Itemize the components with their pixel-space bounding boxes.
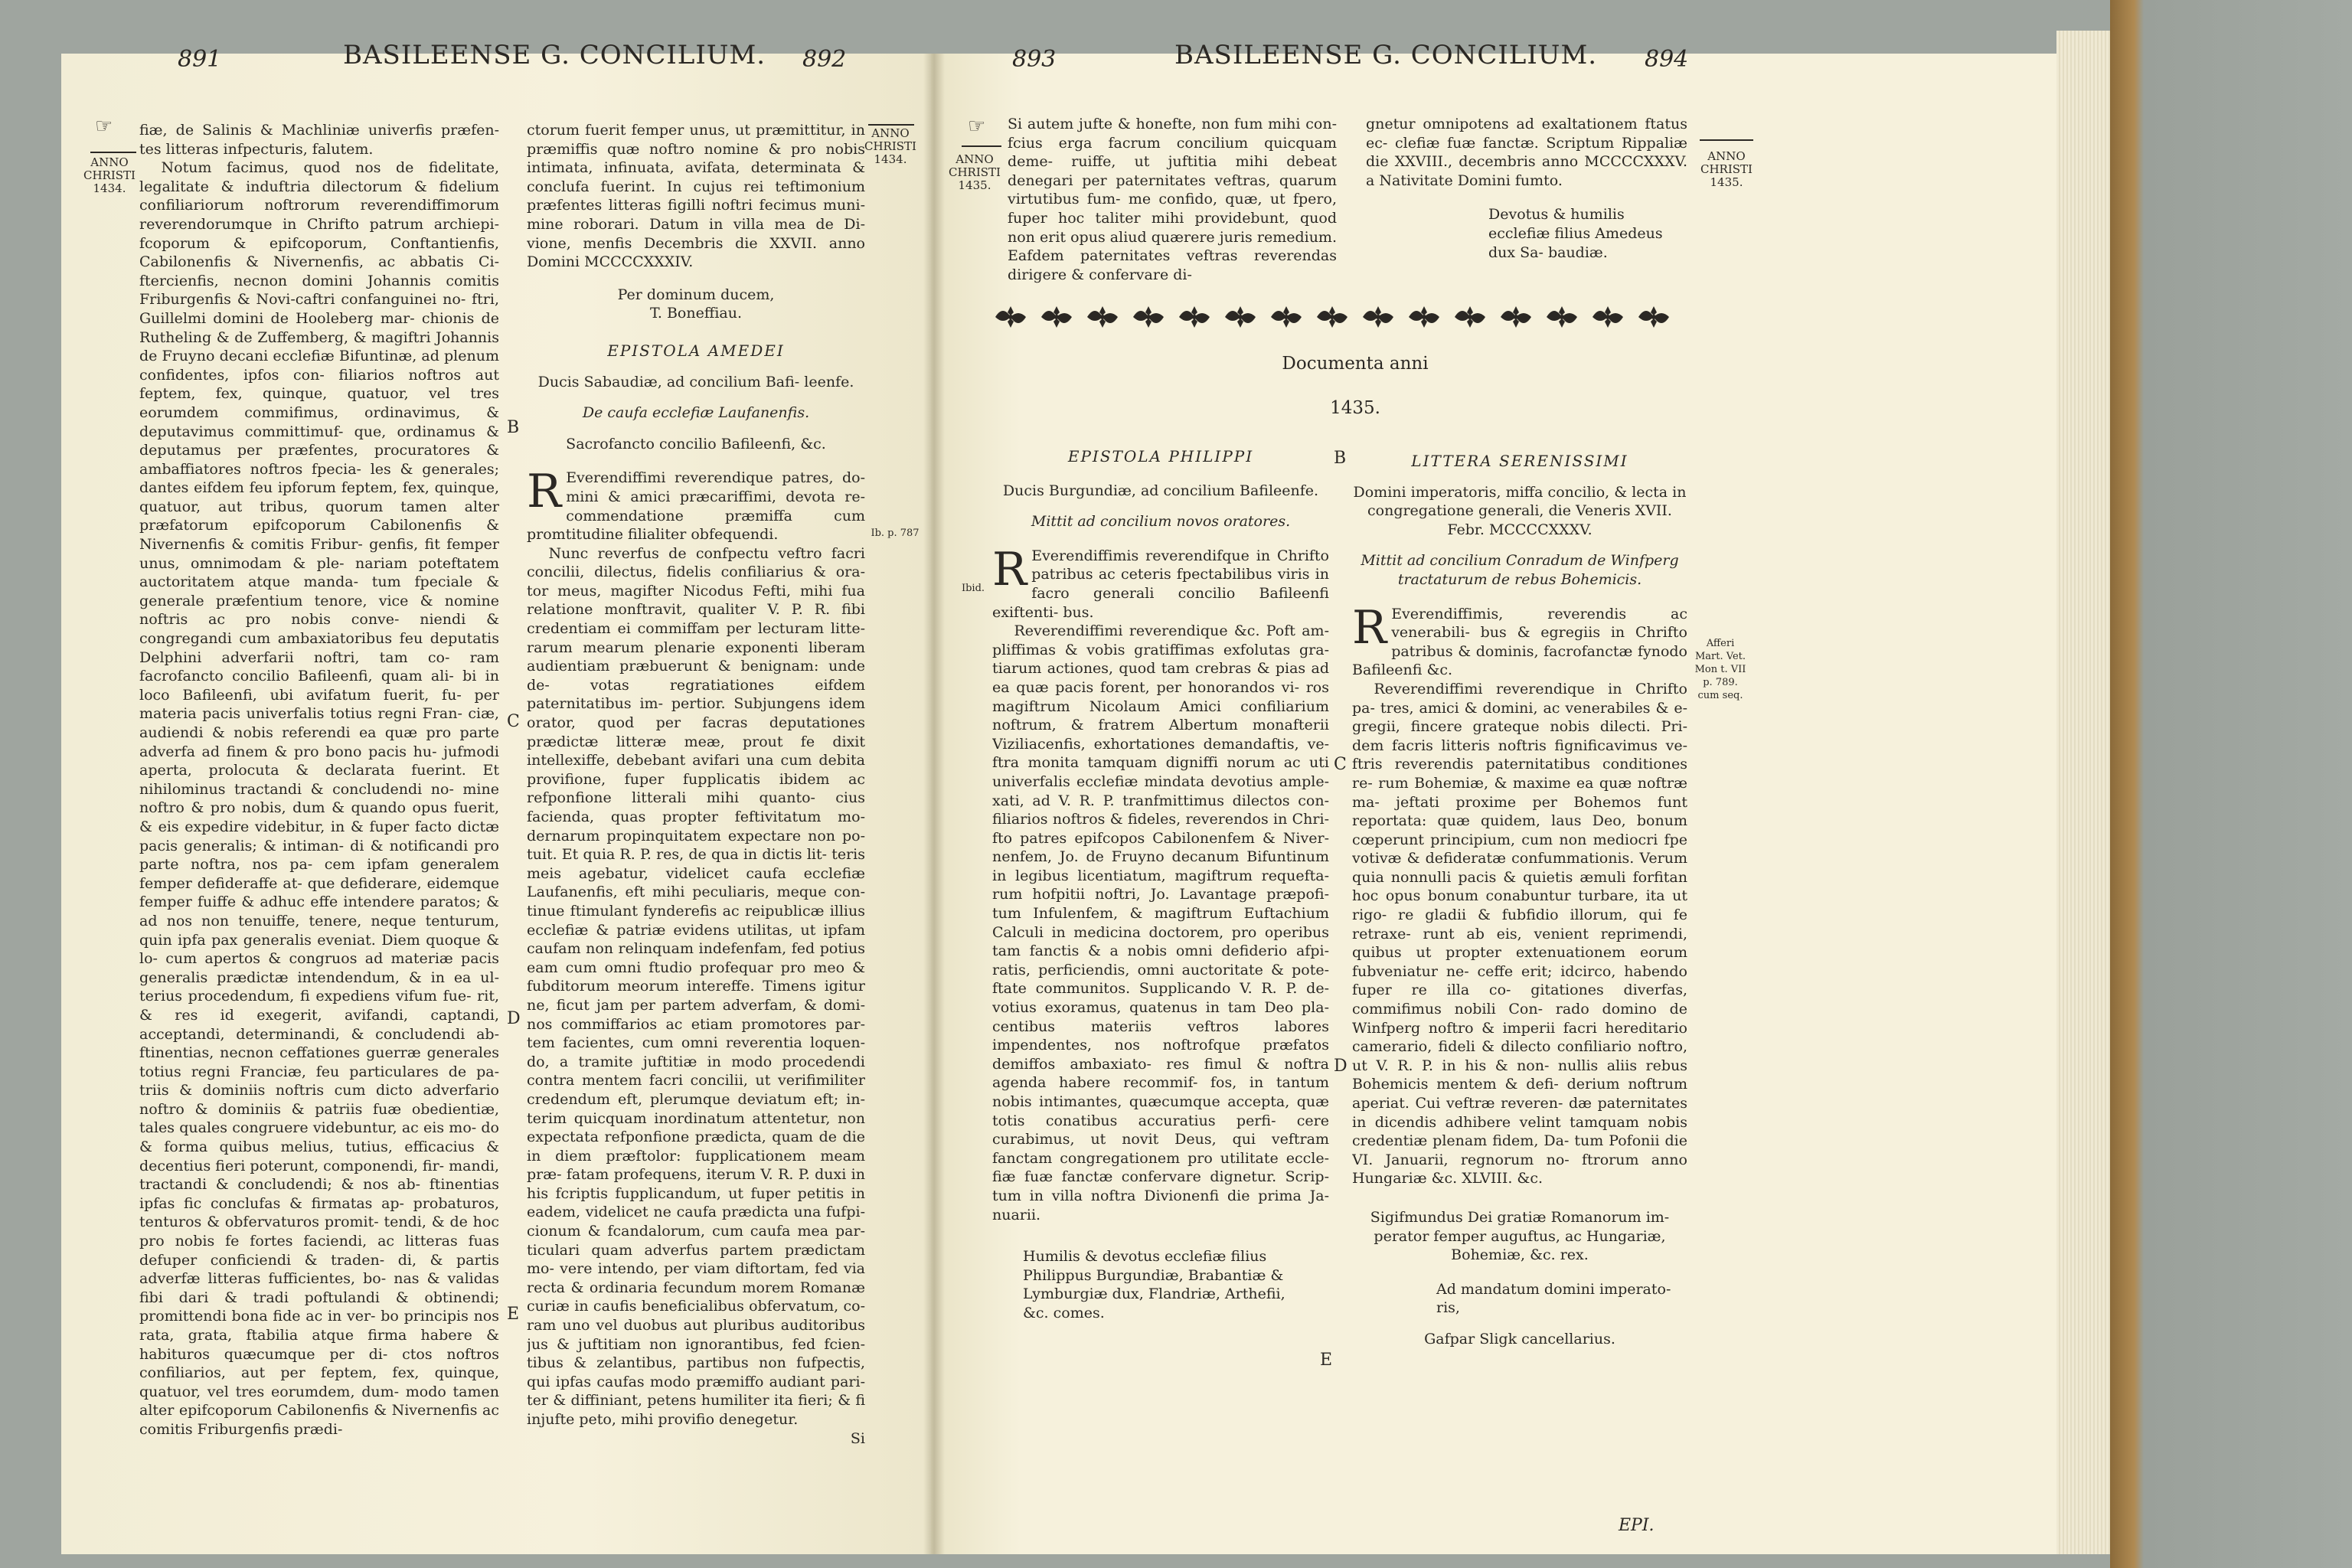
ornament-band <box>988 302 1677 332</box>
epistle-opening: R Everendiffimis reverendifque in Chrifto patribus ac ceteris fpectabilibus viris in facro generali concilio Bafileenfi exiftenti- bus. <box>992 542 1329 621</box>
body-text: Reverendiffimi reverendique &c. Poft am- pliffimas & vobis gratiffimas exfolutas gra- tiarum actiones, quod tam crebras & pias ad ea quæ pacis forent, per honorandos vi- ros magiftrum Nicolaum Amici confiliarium noftrum, & fratrem Albertum monafterii Viziliacenfis, exhortationes demandaftis, ve- ftra monita tamquam digniffi norum ac uti univerfalis ecclefiæ mindata devotius ample- xati, ad V. R. P. tranfmittimus dilectos con- filiarios noftros & fideles, reverendos in Chri- fto patres epifcopos Cabilonenfem & Niver- nenfem, Jo. de Fruyno decanum Bifuntinum in legibus licentiatum, magiftrum requefta- rum hofpitii noftri, Jo. Lavantage præpofi- tum Infulenfem, & magiftrum Euftachium Calculi in medicina doctorem, pro operibus tam fanctis & a nobis omni defiderio afpi- ratis, perficiendis, omni auctoritate & pote- ftate communitos. Supplicando V. R. P. de- votius exoramus, quatenus in tam Deo pla- centibus materiis veftros labores impendentes, nos noftrofque præfatos demiffos ambaxiato- res fimul & noftra agenda habere recommif- fos, in tantum nobis intimantes, quæcumque accepta, quæ totis conatibus accuratius perfi- cere curabimus, ut novit Deus, qui veftram fanctam congregationem pro utilitate eccle- fiæ fuæ fanctæ confervare dignetur. Scrip- tum in villa noftra Divionenfi die prima Ja- nuarii. <box>992 622 1329 1223</box>
epistle-argument: Mittit ad concilium novos oratores. <box>1031 513 1291 531</box>
signature-line: Per dominum ducem, <box>617 286 775 303</box>
documenta-heading: Documenta anni <box>1282 354 1429 374</box>
margin-rule <box>962 145 1001 147</box>
page-number: 891 <box>178 46 222 73</box>
body-text: ctorum fuerit femper unus, ut præmittitur, in præmiffis quæ noftro nomine & pro nobis intimata, infinuata, avifata, determinata & conclufa fuerint. In cujus rei teftimonium præfentes litteras figilli noftri fecimus muni- mine roborari. Datum in villa mea de Di- vione, menfis Decembris die XXVII. anno Domini MCCCCXXXIV. <box>527 122 865 271</box>
body-text: Reverendiffimi reverendique in Chrifto pa- tres, amici & domini, ac venerabiles & e- gregii, fincere grateque nobis dilecti. Pri- dem facris litteris noftris fignificavimus ve- ftris reverendis paternitatibus conditiones re- rum Bohemiæ, & maxime ea quæ noftræ ma- jeftati proxime per Bohemos funt reportata: quæ quidem, laus Deo, bonum cœperunt principium, cum non mediocri fpe votivæ & defideratæ confummationis. Verum quia nonnulli pacis & quietis æmuli forfitan hoc opus bonum conabuntur turbare, ita ut rigo- re gladii & fubfidio illorum, qui fe retraxe- runt ab eis, venient reprimendi, quibus ut propter extenuationem eorum fubveniatur ne- ceffe erit; idcirco, habendo fuper re illa co- gitationes diverfas, commifimus nobili Con- rado domino de Winfperg noftro & imperii facri hereditario camerario, fideli & dilecto confiliario noftro, ut V. R. P. in his & non- nullis aliis rebus Bohemicis mentem & defi- derium noftrum aperiat. Cui veftræ reveren- dæ paternitates in dicendis adhibere velint tamquam nobis credentiæ plenam fidem, Da- tum Pofonii die VI. Januarii, regnorum no- ftrorum anno Hungariæ &c. XLVIII. &c. <box>1352 680 1687 1187</box>
catchword: Si <box>850 1429 865 1447</box>
page-number: 892 <box>802 46 847 73</box>
section-letter: D <box>1334 1057 1348 1076</box>
section-letter: C <box>1334 755 1347 774</box>
pointing-hand-icon: ☞ <box>95 115 113 138</box>
signature-name: T. Boneffiau. <box>649 305 743 322</box>
epistle-title: LITTERA SERENISSIMI <box>1411 452 1628 470</box>
signature-block: Ad mandatum domini imperato- ris, <box>1436 1280 1671 1317</box>
epistle-address: Sacrofancto concilio Bafileenfi, &c. <box>566 435 826 452</box>
right-column-2 <box>1352 452 1687 1409</box>
margin-reference: Ib. p. 787 <box>871 528 920 539</box>
right-top-column-2 <box>1366 115 1687 262</box>
epistle-subtitle: Domini imperatoris, miffa concilio, & lecta in congregatione generali, die Veneris XVII. Febr. MCCCCXXXV. <box>1353 483 1687 538</box>
epistle-title: EPISTOLA AMEDEI <box>607 341 785 360</box>
margin-reference: Afferi Mart. Vet. Mon t. VII p. 789. cum seq. <box>1694 638 1746 701</box>
margin-rule <box>1700 139 1753 141</box>
body-text: Si autem jufte & honefte, non fum mihi con- fcius erga facrum concilium quicquam deme- ruiffe, ut juftitia mihi debeat denegari per paternitates veftras, quarum virtutibus fum- me confido, quæ, ut fpero, fuper hoc taliter mihi providebunt, quod non erit opus aliud quærere juris remedium. Eafdem paternitates veftras reverendas dirigere & confervare di- <box>1008 116 1337 283</box>
margin-note-year: ANNO CHRISTI 1435. <box>1700 149 1753 189</box>
page-number: 894 <box>1645 46 1689 73</box>
section-letter: B <box>507 418 520 437</box>
margin-rule <box>868 124 914 126</box>
epistle-opening: R Everendiffimi reverendique patres, do- mini & amici præcariffimi, devota re- commendatione præmiffa cum promtitudine filialiter obfequendi. <box>527 465 865 544</box>
right-column-1 <box>992 447 1329 1404</box>
signature-block: Devotus & humilis ecclefiæ filius Amedeus dux Sa- baudiæ. <box>1488 206 1663 261</box>
epistle-subtitle: Ducis Burgundiæ, ad concilium Bafileenfe. <box>1002 482 1319 499</box>
page-edges <box>2056 31 2110 1554</box>
margin-note-year: ANNO CHRISTI 1434. <box>83 155 136 195</box>
margin-note-year: ANNO CHRISTI 1434. <box>864 126 916 166</box>
signature-name: Gafpar Sligk cancellarius. <box>1424 1330 1615 1348</box>
book-gutter <box>923 54 945 1554</box>
right-top-column-1 <box>1008 115 1337 284</box>
margin-reference: Ibid. <box>961 583 985 594</box>
signature-block: Humilis & devotus ecclefiæ filius Philippus Burgundiæ, Brabantiæ & Lymburgiæ dux, Flandriæ, Arthefii, &c. comes. <box>1023 1248 1285 1321</box>
left-column-2 <box>527 121 865 1499</box>
section-letter: B <box>1334 449 1347 468</box>
documenta-year: 1435. <box>1330 398 1380 418</box>
epistle-title: EPISTOLA PHILIPPI <box>1067 447 1254 466</box>
drop-cap: R <box>1352 600 1387 655</box>
section-letter: C <box>507 712 520 731</box>
drop-cap: R <box>992 542 1027 596</box>
signature-block: Sigifmundus Dei gratiæ Romanorum im- perator femper auguftus, ac Hungariæ, Bohemiæ, &c. rex. <box>1370 1208 1670 1264</box>
drop-cap: R <box>527 465 562 519</box>
body-text: Nunc reverfus de confpectu veftro facri concilii, dilectus, fidelis confiliarius & ora- tor meus, magifter Nicodus Fefti, mihi fua relatione monftravit, qualiter V. P. R. fibi credentiam ei commiffam per lecturam litte- rarum mearum plenarie exponenti liberam audientiam præbuerunt & benignam: unde de- votas regratiationes eifdem paternitatibus im- pertior. Subjungens idem orator, quod per facras deputationes prædictæ litteræ meæ, prout fe dixit intellexiffe, debebant avifari una cum debita provifione, fuper fupplicatis ibidem ac refponfione litterali mihi quanto- cius facienda, quas propter feftivitatum mo- dernarum propinquitatem expectare non po- tuit. Et quia R. P. res, de qua in dictis lit- teris meis agebatur, videlicet caufa ecclefiæ Laufanenfis, eft mihi peculiaris, meque con- tinue ftimulant fynderefis ac reipublicæ illius ecclefiæ & patriæ evidens utilitas, ut ipfam caufam non relinquam indefenfam, fed potius eam cum omni ftudio profequar pro meo & fubditorum meorum intereffe. Timens igitur ne, ficut jam per partem adverfam, & domi- nos commiffarios ac etiam promotores par- tem facientes, cum omni reverentia loquen- do, a tramite juftitiæ in modo procedendi contra mentem facri concilii, ut verifimiliter credendum eft, plerumque deviatum eft; in- terim quicquam inordinatum attentetur, non expectata refponfione prædicta, quam de die in diem præftolor: fupplicationem meam præ- fatam profequens, iterum V. R. P. duxi in his fcriptis fupplicandum, ut fuper petitis in eadem, videlicet ne caufa prædicta una fufpi- cionum & fcandalorum, cum caufa mea par- ticulari quam adverfus partem prædictam mo- vere intendo, per viam diftortam, fed via recta & ordinaria fecundum morem Romanæ curiæ in caufis beneficialibus obfervatum, co- ram uno vel duobus aut pluribus auditoribus jus & juftitiam non ignorantibus, fed fcien- tibus & zelantibus, partibus non fufpectis, qui ipfas caufas modo præmiffo audiant pari- ter & diffiniant, petens humiliter ita fieri; & fi injufte peto, mihi provifio denegetur. <box>527 544 865 1428</box>
left-column-1 <box>139 121 499 1499</box>
body-text: Notum facimus, quod nos de fidelitate, legalitate & induftria dilectorum & fidelium confiliariorum noftrorum reverendiffimorum reverendorumque in Chrifto patrum archiepi- fcoporum & epifcoporum, Conftantienfis, Cabilonenfis & Nivernenfis, ac abbatis Ci- ftercienfis, necnon domini Johannis comitis Friburgenfis & Novi-caftri confanguinei no- ftri, Guillelmi domini de Hooleberg mar- chionis de Rutheling & de Zuffemberg, & magiftri Johannis de Fruyno decani ecclefiæ Bifuntinæ, ad plenum confidentes, ipfos con- filiarios noftros aut feptem, fex, quinque, quatuor, vel tres eorumdem commifimus, ordinavimus, & deputavimus committimuf- que, ordinamus & deputamus per præfentes, procuratores & ambaffiatores noftros fpecia- les & generales; dantes eifdem feu ipforum feptem, fex, quinque, quatuor, aut tribus, quorum tamen alter præfatorum epifcoporum Cabilonenfis & Nivernenfis & comitis Fribur- genfis, fit femper unus, omnimodam & ple- nariam poteftatem auctoritatem atque manda- tum fpeciale & generale præfentium tenore, vice & nomine noftris ac pro nobis conve- niendi & congregandi cum ambaxiatoribus feu deputatis Delphini adverfarii noftri, tam co- ram facrofancto concilio Bafileenfi, quam ali- bi in loco Bafileenfi, ubi avifatum fuerit, fu- per materia pacis univerfalis totius regni Fran- ciæ, audiendi & nobis referendi ea quæ pro parte adverfa ad finem & pro bono pacis hu- jufmodi aperta, prolocuta & declarata fuerint. Et nihilominus tractandi & concludendi no- mine noftro & pro nobis, dum & quando opus fuerit, & eis expedire videbitur, in & fuper facto dictæ pacis generalis; & intiman- di & notificandi pro parte noftra, nos pa- cem ipfam generalem femper defideraffe at- que defiderare, eidemque femper fuiffe & adhuc effe intendere paratos; & ad nos non tenuiffe, tenere, neque tenturum, quin ipfa pax generalis eveniat. Diem quoque & lo- cum apertos & congruos ad materiæ pacis generalis prædictæ intendendum, & in ea ul- terius procedendum, fi expediens vifum fue- rit, & res id exegerit, avifandi, captandi, acceptandi, determinandi, & concludendi ab- ftinentias, necnon ceffationes guerræ generales totius regni Franciæ, feu particulares de pa- triis & dominiis noftris cum dicto adverfario noftro & dominiis & patriis fuæ obedientiæ, tales quales congruere videbuntur, ac eis mo- do & forma quibus melius, tutius, efficacius & decentius fieri poterunt, componendi, fir- mandi, tractandi & concludendi; & nos ab- ftinentias ipfas fic conclufas & firmatas ap- probaturos, tenturos & obfervaturos promit- tendi, & de hoc pro nobis fe fortes faciendi, ac litteras fuas defuper conficiendi & traden- di, & partis adverfæ litteras fufficientes, bo- nas & validas fibi dari & tradi poftulandi & obtinendi; promittendi bona fide ac in ver- bo principis nos rata, grata, ftabilia atque firma habere & habituros quæcumque per di- ctos noftros confiliarios, aut per feptem, fex, quinque, quatuor, vel tres eorumdem, dum- modo tamen alter epifcoporum Cabilonenfis & Nivernenfis ac comitis Friburgenfis prædi- <box>139 159 499 1438</box>
margin-note-year: ANNO CHRISTI 1435. <box>949 152 1001 192</box>
running-header: BASILEENSE G. CONCILIUM. <box>1174 40 1598 70</box>
body-text: gnetur omnipotens ad exaltationem ftatus ec- clefiæ fuæ fanctæ. Scriptum Rippaliæ die XXVIII., decembris anno MCCCCXXXV. a Nativitate Domini fumto. <box>1366 116 1687 189</box>
salutation: fiæ, de Salinis & Machliniæ univerfis præfen- tes litteras infpecturis, falutem. <box>139 122 499 158</box>
section-letter: E <box>1320 1351 1333 1370</box>
epistle-subtitle: Ducis Sabaudiæ, ad concilium Bafi- leenfe. <box>537 373 854 390</box>
section-letter: E <box>507 1305 520 1324</box>
running-header: BASILEENSE G. CONCILIUM. <box>343 40 766 70</box>
pointing-hand-icon: ☞ <box>968 115 986 138</box>
epistle-argument: De caufa ecclefiæ Laufanenfis. <box>582 404 810 422</box>
epistle-argument: Mittit ad concilium Conradum de Winfperg tractaturum de rebus Bohemicis. <box>1361 552 1679 588</box>
margin-rule <box>90 152 136 153</box>
catchword: EPI. <box>1619 1516 1655 1535</box>
section-letter: D <box>507 1009 521 1028</box>
book-cover <box>2110 0 2352 1568</box>
page-number: 893 <box>1012 46 1057 73</box>
epistle-opening: R Everendiffimis, reverendis ac venerabili- bus & egregiis in Chrifto patribus & dominis, facrofanctæ fynodo Bafileenfi &c. <box>1352 600 1687 679</box>
